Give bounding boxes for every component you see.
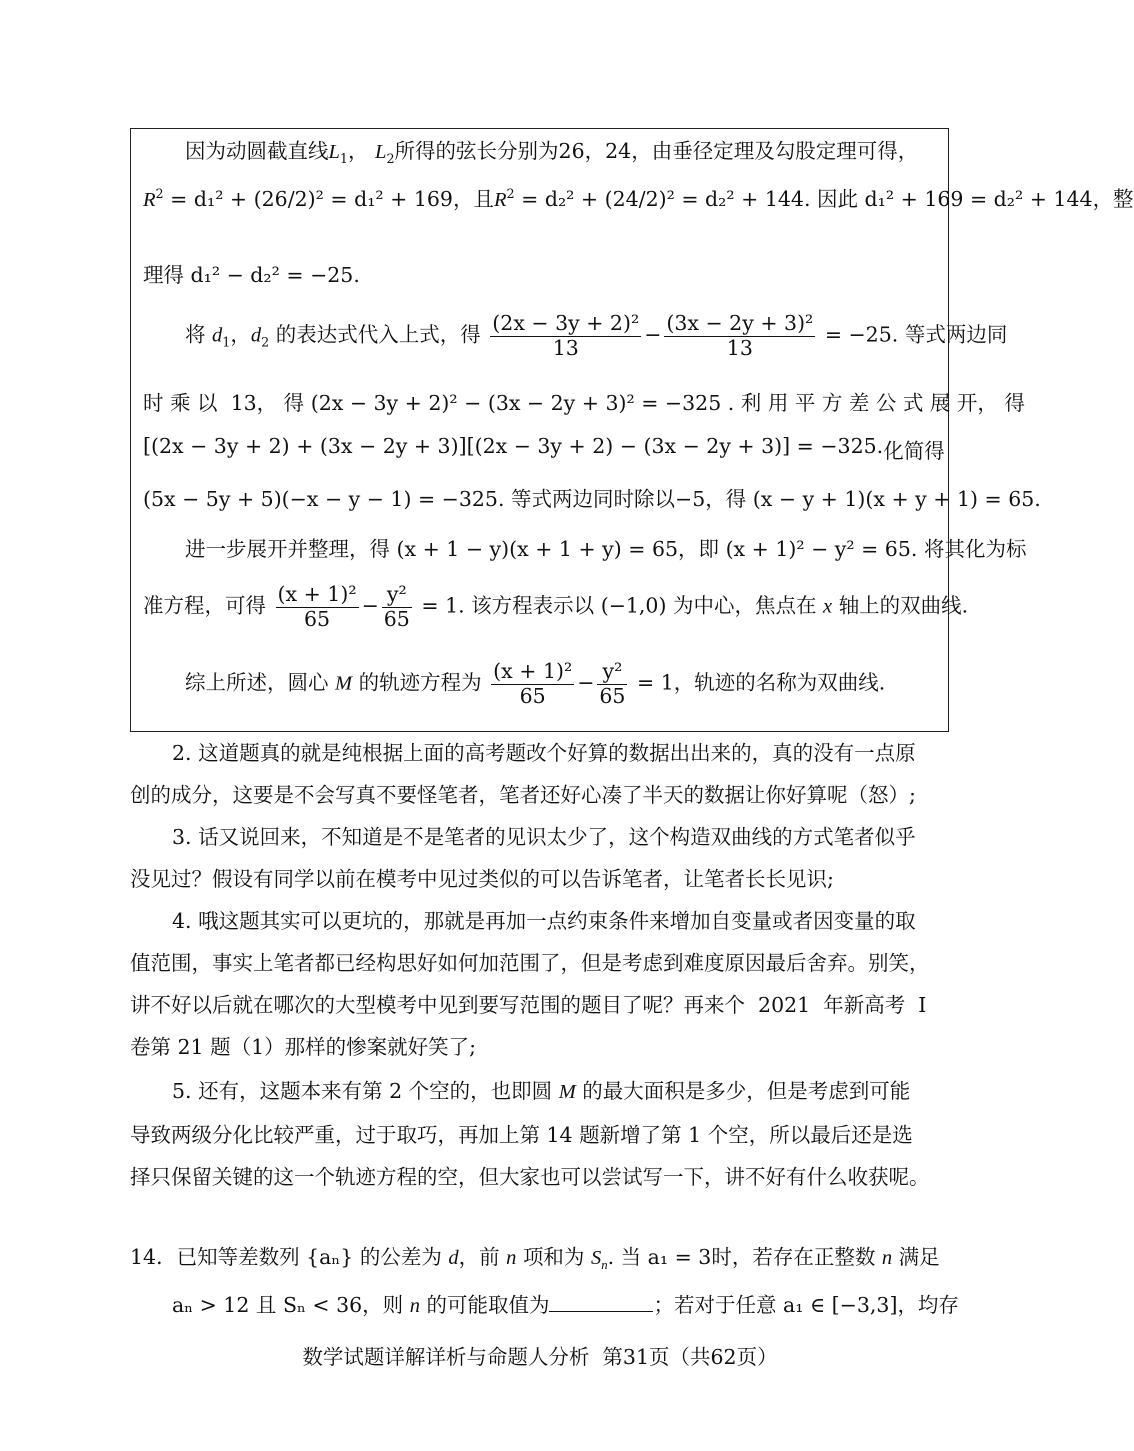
solution-line-8 — [185, 532, 1026, 562]
numerator: (3x − 2y + 3)² — [666, 311, 814, 335]
math-var: n — [881, 1247, 893, 1269]
denominator: 65 — [304, 606, 331, 631]
equation: (−1,0) — [600, 593, 667, 618]
text: 为中心，焦点在 — [673, 593, 817, 618]
solution-line-3: 理得 d₁² − d₂² = −25. — [143, 263, 360, 287]
equation: d₁² − d₂² = −25 — [190, 263, 354, 287]
text: ，得 — [705, 487, 747, 511]
note-2-line-1: 2. 这道题真的就是纯根据上面的高考题改个好算的数据出出来的，真的没有一点原 — [172, 741, 916, 765]
problem-14-line-1 — [130, 1240, 940, 1273]
equation: a₁ ∈ [−3,3] — [783, 1293, 898, 1317]
problem-number: 14． — [130, 1245, 177, 1269]
solution-line-9: 准方程，可得 $\frac{\text{(x + 1)²}}{65}$ − $\frac{\text{y²}}{65}$ = 1. 该方程表示以 (−1,0) 为中心，焦点在 x 轴上的双曲线. — [143, 582, 969, 631]
note-3-line-1: 3. 话又说回来，不知道是不是笔者的见识太少了，这个构造双曲线的方式笔者似乎 — [172, 825, 916, 849]
text: ，且 — [452, 187, 494, 211]
text: 时，若存在正整数 — [711, 1245, 876, 1269]
equation: aₙ > 12 — [172, 1293, 250, 1317]
equation: = 1 — [421, 593, 459, 618]
problem-14-line-2 — [172, 1288, 959, 1318]
text: 满足 — [898, 1245, 940, 1269]
text: ，即 — [678, 537, 720, 561]
text: 因为动圆截直线 — [185, 139, 329, 163]
math-sub: 1 — [339, 151, 348, 167]
text: 所得的弦长分别为26，24，由垂径定理及勾股定理可得， — [394, 139, 919, 163]
numerator: (x + 1)² — [277, 582, 357, 606]
math-sup: 2 — [506, 186, 515, 202]
text: ，均存 — [897, 1293, 959, 1317]
denominator: 65 — [519, 683, 546, 708]
text: . 该方程表示以 — [458, 593, 595, 618]
note-4-line-2: 值范围，事实上笔者都已经构思好如何加范围了，但是考虑到难度原因最后舍弃。别笑， — [130, 951, 930, 975]
text: 进一步展开并整理，得 — [185, 537, 390, 561]
fraction — [597, 660, 627, 708]
equation: Sₙ < 36 — [282, 1293, 363, 1317]
text: . 等式两边同时除以 — [497, 487, 676, 511]
math-var: d — [250, 324, 262, 347]
text: ，则 — [362, 1293, 404, 1317]
text: ，整 — [1092, 187, 1134, 211]
denominator: 13 — [552, 335, 579, 360]
fraction — [491, 660, 574, 708]
numerator: y² — [382, 583, 412, 608]
equation: (x + 1)² − y² = 65 — [725, 537, 911, 561]
text: 准方程，可得 — [143, 593, 266, 618]
equation: = −25 — [824, 322, 892, 347]
text: 得 — [924, 439, 945, 463]
equation: = d₁² + (26/2)² = d₁² + 169 — [170, 187, 453, 211]
equation: = d₂² + (24/2)² = d₂² + 144 — [521, 187, 804, 211]
page-footer: 数学试题详解详析与命题人分析 第31页（共62页） — [302, 1345, 778, 1369]
note-5-line-3: 择只保留关键的这一个轨迹方程的空，但大家也可以尝试写一下，讲不好有什么收获呢。 — [130, 1165, 930, 1189]
math-var: M — [558, 1081, 576, 1103]
solution-line-1 — [185, 134, 918, 166]
text: . 当 — [607, 1245, 642, 1269]
text: 时 乘 以 13， 得 — [143, 391, 305, 415]
math-var: x — [823, 595, 833, 618]
math-var: R — [143, 189, 156, 211]
math-sub: n — [601, 1258, 608, 1273]
text: 化 — [883, 439, 904, 463]
equation: (5x − 5y + 5)(−x − y − 1) = −325 — [143, 487, 498, 511]
text: ，前 — [458, 1245, 500, 1269]
denominator: 65 — [383, 606, 410, 631]
math-var: S — [590, 1247, 602, 1269]
math-var: d — [212, 324, 223, 347]
math-var: L — [375, 141, 387, 163]
text: 综上所述，圆心 — [185, 670, 329, 695]
math-var: M — [335, 672, 353, 695]
note-2-line-2: 创的成分，这要是不会写真不要怪笔者，笔者还好心凑了半天的数据让你好算呢（怒）; — [130, 783, 916, 807]
text: ；若对于任意 — [653, 1293, 777, 1317]
equation: (2x − 3y + 2)² − (3x − 2y + 3)² = −325 — [310, 391, 722, 415]
equation: a₁ = 3 — [647, 1245, 712, 1269]
note-4-line-1: 4. 哦这题其实可以更坑的，那就是再加一点约束条件来增加自变量或者因变量的取 — [172, 909, 916, 933]
text: 项和为 — [522, 1245, 585, 1269]
math-var: L — [328, 141, 340, 163]
denominator: 65 — [599, 683, 626, 708]
math-sup: 2 — [155, 186, 164, 202]
fraction — [276, 583, 359, 631]
text: 的公差为 — [359, 1245, 442, 1269]
text: 5. 还有，这题本来有第 2 个空的，也即圆 — [172, 1079, 553, 1103]
fraction — [490, 312, 641, 360]
note-4-line-4: 卷第 21 题（1）那样的惨案就好笑了; — [130, 1035, 477, 1059]
math-var: d — [448, 1247, 459, 1269]
math-var: n — [506, 1247, 517, 1269]
numerator: (x + 1)² — [493, 659, 573, 683]
text: . 等式两边同 — [891, 322, 1008, 347]
text: 的表达式代入上式，得 — [275, 322, 481, 347]
text: 将 — [185, 322, 206, 347]
denominator: 13 — [726, 335, 753, 360]
text: ， — [348, 139, 369, 163]
fraction — [664, 312, 815, 360]
note-5-line-2: 导致两级分化比较严重，过于取巧，再加上第 14 题新增了第 1 个空，所以最后还是选 — [130, 1123, 913, 1147]
text: 且 — [255, 1293, 277, 1317]
text: . 因此 — [803, 187, 859, 211]
equation: [(2x − 3y + 2) + (3x − 2y + 3)][(2x − 3y + 2) − (3x − 2y + 3)] = −325 — [143, 434, 877, 458]
equation: d₁² + 169 = d₂² + 144 — [864, 187, 1093, 211]
text: ，轨迹的名称为双曲线. — [673, 670, 886, 695]
text: 的可能取值为 — [426, 1293, 550, 1317]
fraction — [382, 583, 412, 631]
text: . 利 用 平 方 差 公 式 展 开， 得 — [727, 391, 1025, 415]
text: 简 — [903, 439, 925, 463]
note-4-line-3: 讲不好以后就在哪次的大型模考中见到要写范围的题目了呢？再来个 2021 年新高考 I — [130, 993, 927, 1017]
text: 已知等差数列 — [176, 1245, 300, 1269]
text: 的最大面积是多少，但是考虑到可能 — [582, 1079, 911, 1103]
solution-line-2 — [143, 182, 1134, 212]
numerator: y² — [597, 660, 627, 685]
math-var: n — [409, 1295, 420, 1317]
solution-line-5 — [143, 386, 1025, 416]
solution-line-6 — [143, 434, 943, 464]
text: 轴上的双曲线. — [838, 593, 969, 618]
math-sub: 1 — [222, 334, 231, 350]
solution-line-10: 综上所述，圆心 M 的轨迹方程为 $\frac{\text{(x + 1)²}}{65}$ − $\frac{\text{y²}}{65}$ = 1，轨迹的名称为双曲线. — [185, 659, 886, 708]
numerator: (2x − 3y + 2)² — [492, 311, 640, 335]
text: 的轨迹方程为 — [358, 670, 482, 695]
solution-line-4: 将 $d_1$，$d_2$ 的表达式代入上式，得 $\frac{\text{(2x − 3y + 2)²}}{13}$ − $\frac{\text{(3x − 2y + 3)²}}{13}$ = −25. 等式两边同 — [185, 311, 1008, 360]
note-3-line-2: 没见过？假设有同学以前在模考中见过类似的可以告诉笔者，让笔者长长见识; — [130, 867, 834, 891]
solution-line-7: (5x − 5y + 5)(−x − y − 1) = −325. 等式两边同时除以−5，得 (x − y + 1)(x + y + 1) = 65. — [143, 487, 1041, 511]
equation: = 1 — [637, 670, 674, 695]
answer-blank[interactable] — [549, 1293, 653, 1312]
equation: (x − y + 1)(x + y + 1) = 65 — [752, 487, 1035, 511]
equation: (x + 1 − y)(x + 1 + y) = 65 — [396, 537, 679, 561]
equation: {aₙ} — [306, 1245, 354, 1269]
math-sub: 2 — [261, 334, 270, 350]
equation: −5 — [675, 487, 706, 511]
math-var: R — [493, 189, 507, 211]
text: . — [876, 434, 884, 458]
text: . 将其化为标 — [910, 537, 1027, 561]
solution-box — [130, 128, 949, 732]
math-sub: 2 — [386, 151, 395, 167]
text: 理得 — [143, 263, 184, 287]
note-5-line-1 — [172, 1074, 910, 1104]
